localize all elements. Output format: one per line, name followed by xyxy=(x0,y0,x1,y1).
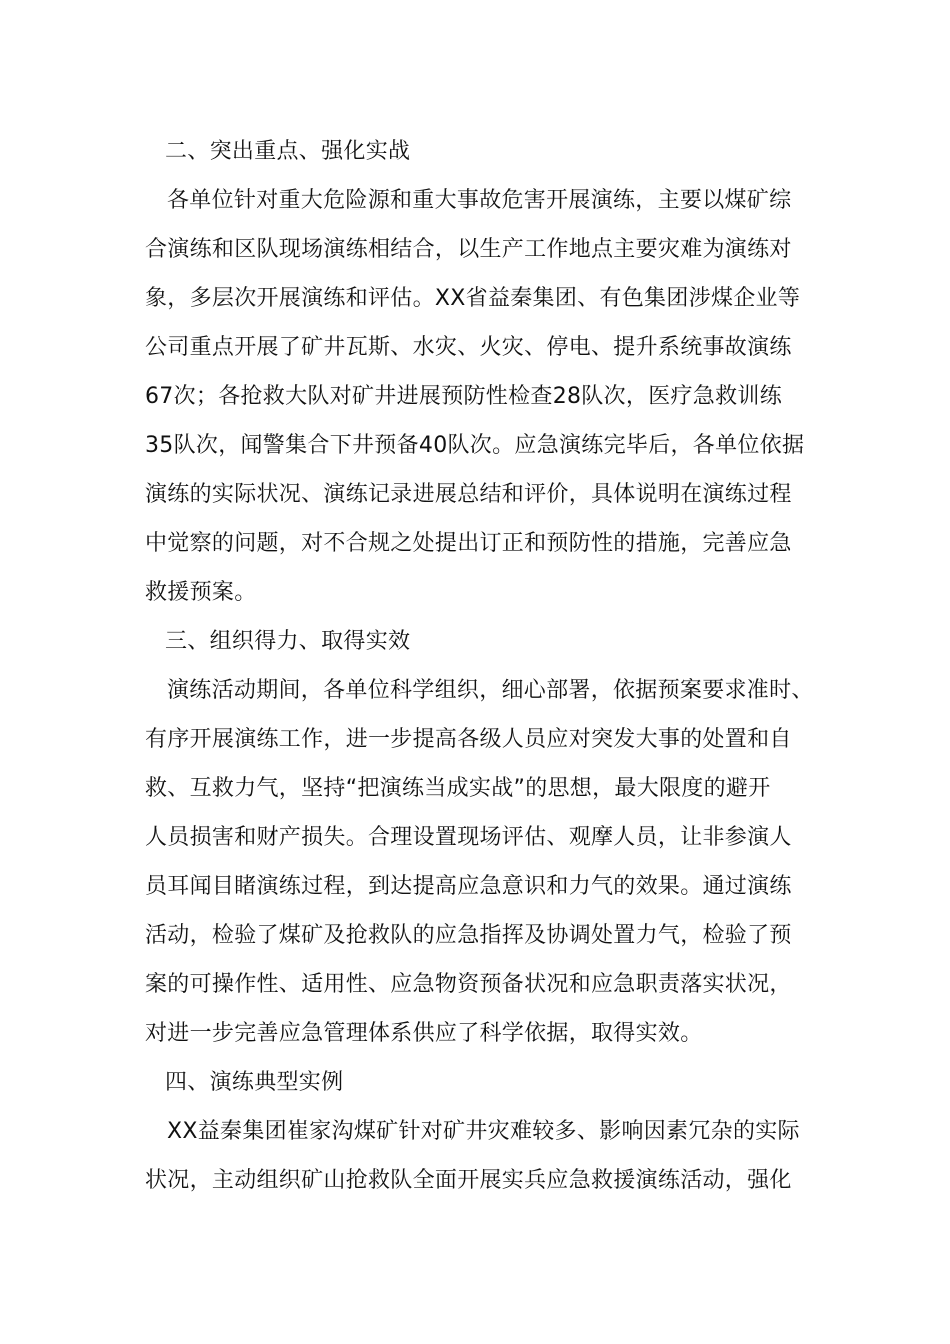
document-body xyxy=(145,127,825,1205)
section-heading: 二、突出重点、强化实战 xyxy=(165,139,411,164)
section-heading: 四、演练典型实例 xyxy=(165,1070,344,1095)
paragraph-line: 象，多层次开展演练和评估。XX省益秦集团、有色集团涉煤企业等 xyxy=(145,286,801,311)
paragraph-line: 中觉察的问题，对不合规之处提出订正和预防性的措施，完善应急 xyxy=(145,531,792,556)
paragraph-line: XX益秦集团崔家沟煤矿针对矿井灾难较多、影响因素冗杂的实际 xyxy=(167,1119,800,1144)
paragraph-line: 公司重点开展了矿井瓦斯、水灾、火灾、停电、提升系统事故演练 xyxy=(145,335,792,360)
paragraph-line: 合演练和区队现场演练相结合，以生产工作地点主要灾难为演练对 xyxy=(145,237,792,262)
paragraph-line: 案的可操作性、适用性、应急物资预备状况和应急职责落实状况， xyxy=(145,972,792,997)
paragraph-line: 演练活动期间，各单位科学组织，细心部署，依据预案要求准时、 xyxy=(167,678,814,703)
paragraph-line: 救援预案。 xyxy=(145,580,257,605)
paragraph-line: 各单位针对重大危险源和重大事故危害开展演练，主要以煤矿综 xyxy=(167,188,792,213)
paragraph-line: 演练的实际状况、演练记录进展总结和评价，具体说明在演练过程 xyxy=(145,482,792,507)
paragraph-line: 活动，检验了煤矿及抢救队的应急指挥及协调处置力气，检验了预 xyxy=(145,923,792,948)
paragraph-line: 67次；各抢救大队对矿井进展预防性检查28队次，医疗急救训练 xyxy=(145,384,782,409)
paragraph-line: 员耳闻目睹演练过程，到达提高应急意识和力气的效果。通过演练 xyxy=(145,874,792,899)
paragraph-line: 状况，主动组织矿山抢救队全面开展实兵应急救援演练活动，强化 xyxy=(145,1168,792,1193)
paragraph-line: 人员损害和财产损失。合理设置现场评估、观摩人员，让非参演人 xyxy=(145,825,792,850)
paragraph-line: 救、互救力气，坚持“把演练当成实战”的思想，最大限度的避开 xyxy=(145,776,771,801)
paragraph-line: 有序开展演练工作，进一步提高各级人员应对突发大事的处置和自 xyxy=(145,727,792,752)
paragraph-line: 35队次，闻警集合下井预备40队次。应急演练完毕后，各单位依据 xyxy=(145,433,805,458)
paragraph-line: 对进一步完善应急管理体系供应了科学依据，取得实效。 xyxy=(145,1021,703,1046)
section-heading: 三、组织得力、取得实效 xyxy=(165,629,411,654)
